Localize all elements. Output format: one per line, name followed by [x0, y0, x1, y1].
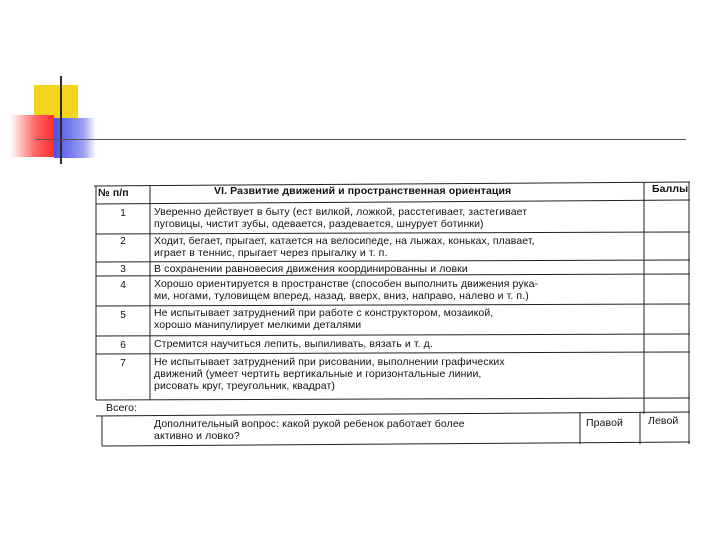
row-number: 5	[120, 310, 126, 321]
row-text-line: Не испытывает затруднений при рисовании, выполнении графических	[154, 356, 505, 368]
row-number: 7	[120, 358, 126, 369]
row-text-line: Не испытывает затруднений при работе с конструктором, мозаикой,	[154, 307, 494, 319]
header-score-col: Баллы	[652, 183, 689, 195]
row-text-line: ми, ногами, туловищем вперед, назад, вверх, вниз, направо, налево и т. п.)	[154, 290, 529, 302]
row-number: 1	[120, 208, 126, 219]
row-text-line: Уверенно действует в быту (ест вилкой, ложкой, расстегивает, застегивает	[154, 206, 528, 218]
row-text-line: Ходит, бегает, прыгает, катается на велосипеде, на лыжах, коньках, плавает,	[154, 235, 535, 247]
row-text-line: Стремится научиться лепить, выпиливать, вязать и т. д.	[154, 338, 433, 350]
total-label: Всего:	[106, 402, 138, 414]
right-hand-label: Правой	[586, 417, 623, 429]
decor-red-square	[10, 115, 54, 157]
row-text-line: рисовать круг, треугольник, квадрат)	[154, 380, 336, 392]
decor-vertical-line	[60, 76, 62, 164]
row-text-line: играет в теннис, прыгает через прыгалку и т. п.	[154, 247, 388, 259]
row-number: 2	[120, 236, 126, 247]
row-number: 4	[120, 280, 126, 291]
row-number: 6	[120, 340, 126, 351]
row-text-line: хорошо манипулирует мелкими деталями	[154, 319, 362, 331]
row-text-line: движений (умеет чертить вертикальные и горизонтальные линии,	[154, 368, 482, 380]
row-number: 3	[120, 264, 126, 275]
row-text-line: Хорошо ориентируется в пространстве (способен выполнить движения рука-	[154, 278, 539, 290]
row-text-line: пуговицы, чистит зубы, одевается, раздевается, шнурует ботинки)	[154, 218, 484, 230]
section-title: VI. Развитие движений и пространственная ориентация	[214, 185, 512, 197]
header-num-col: № п/п	[98, 187, 129, 199]
extra-question-line: активно и ловко?	[154, 430, 240, 442]
left-hand-label: Левой	[648, 415, 679, 427]
decor-horizontal-line	[36, 139, 686, 140]
extra-question-line: Дополнительный вопрос: какой рукой ребенок работает более	[154, 418, 465, 430]
questionnaire-table	[92, 176, 700, 450]
row-text-line: В сохранении равновесия движения координированны и ловки	[154, 263, 468, 275]
